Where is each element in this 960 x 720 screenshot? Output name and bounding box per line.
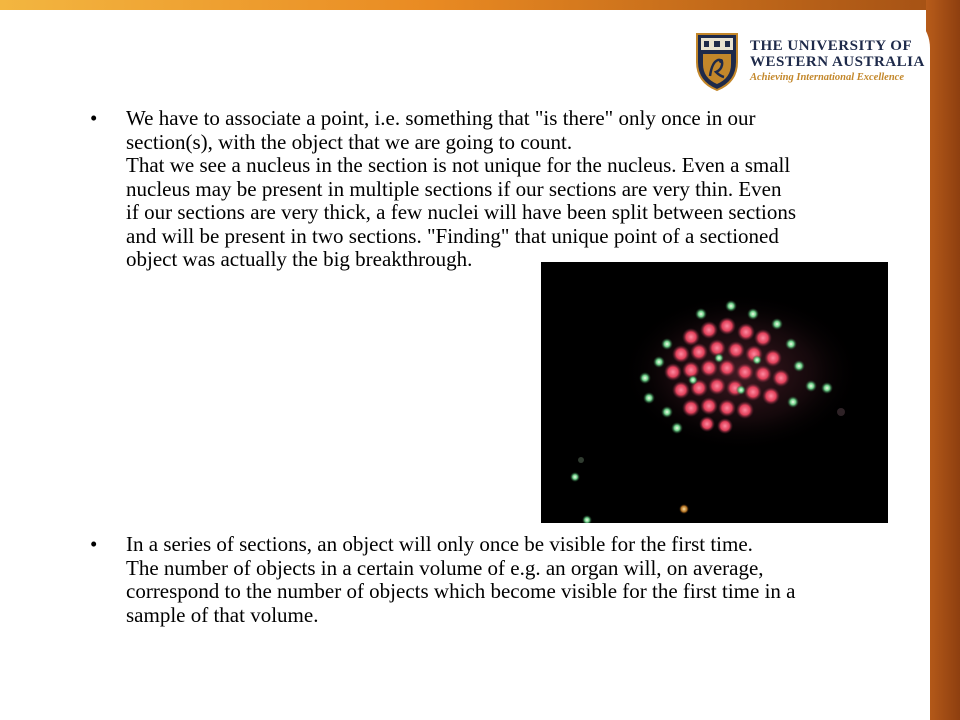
university-logo: [694, 32, 925, 94]
university-motto: Achieving International Excellence: [750, 72, 904, 83]
bullet-symbol: •: [90, 106, 98, 130]
bullet-symbol: •: [90, 532, 98, 556]
top-accent-bar: [0, 0, 960, 10]
university-name-line1: THE UNIVERSITY OF: [750, 38, 913, 54]
crest-icon: [694, 32, 740, 92]
bullet-text: We have to associate a point, i.e. something that "is there" only once in our section(s), with the object that we are going to count. That we see a nucleus in the section is not unique for the nucleus. Even a small nucleus may be present in multiple sections if our sections are very thin. Even if our sections are very thick, a few nuclei will have been split between sections and will be present in two sections. "Finding" that unique point of a sectioned object was actually the big breakthrough.: [126, 106, 797, 271]
micrograph-svg: [541, 262, 888, 523]
university-name-line2: WESTERN AUSTRALIA: [750, 54, 925, 70]
right-accent-band: [926, 0, 960, 720]
bullet-text: In a series of sections, an object will only once be visible for the first time. The number of objects in a certain volume of e.g. an organ will, on average, correspond to the number of objects which become visible for the first time in a sample of that volume.: [126, 532, 796, 627]
micrograph-image: [541, 262, 888, 523]
orange-speck: [679, 504, 689, 514]
